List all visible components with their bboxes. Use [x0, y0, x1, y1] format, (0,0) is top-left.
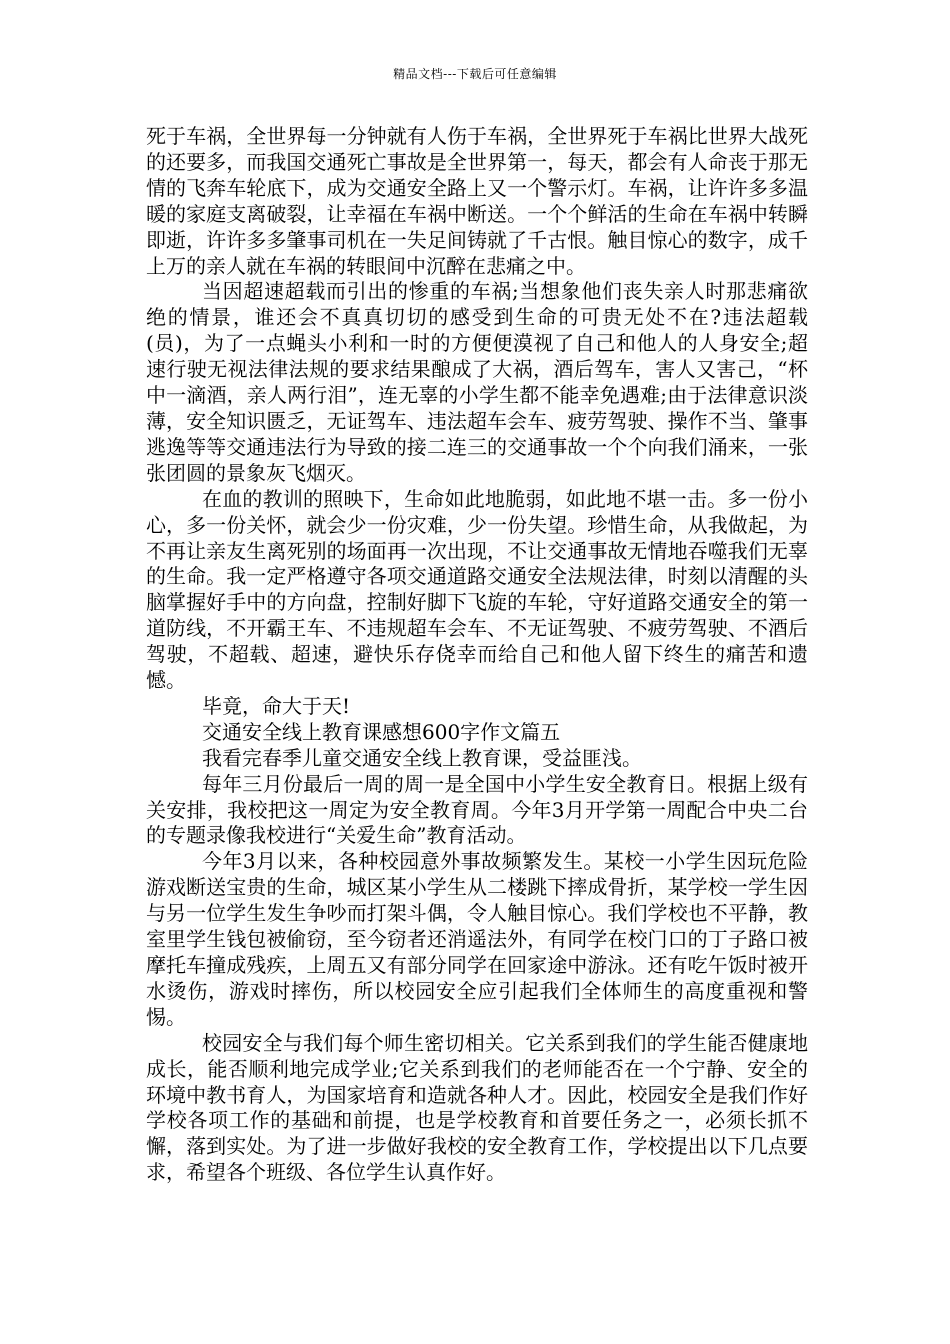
- section-title: 交通安全线上教育课感想600字作文篇五: [202, 719, 561, 744]
- paragraph-1: 死于车祸，全世界每一分钟就有人伤于车祸，全世界死于车祸比世界大战死的还要多，而我国交通死亡事故是全世界第一，每天，都会有人命丧于那无情的飞奔车轮底下，成为交通安全路上又一个警示灯。车祸，让许许多多温暖的家庭支离破裂，让幸福在车祸中断送。一个个鲜活的生命在车祸中转瞬即逝，许许多多肇事司机在一失足间铸就了千古恨。触目惊心的数字，成千上万的亲人就在车祸的转眼间中沉醉在悲痛之中。: [146, 124, 808, 278]
- paragraph-7: 每年三月份最后一周的周一是全国中小学生安全教育日。根据上级有关安排，我校把这一周定为安全教育周。今年3月开学第一周配合中央二台的专题录像我校进行“关爱生命”教育活动。: [146, 771, 808, 848]
- page-header: 精品文档---下载后可任意编辑: [393, 67, 557, 81]
- paragraph-8: 今年3月以来，各种校园意外事故频繁发生。某校一小学生因玩危险游戏断送宝贵的生命，城区某小学生从二楼跳下摔成骨折，某学校一学生因与另一位学生发生争吵而打架斗偶，令人触目惊心。我们学校也不平静，教室里学生钱包被偷窃，至今窃者还消遥法外，有同学在校门口的丁子路口被摩托车撞成残疾，上周五又有部分同学在回家途中游泳。还有吃午饭时被开水烫伤，游戏时摔伤，所以校园安全应引起我们全体师生的高度重视和警惕。: [146, 849, 808, 1029]
- document-body: [146, 124, 808, 1186]
- paragraph-6: 我看完春季儿童交通安全线上教育课，受益匪浅。: [202, 745, 642, 770]
- paragraph-2: 当因超速超载而引出的惨重的车祸;当想象他们丧失亲人时那悲痛欲绝的情景，谁还会不真真切切的感受到生命的可贵无处不在?违法超载(员)，为了一点蝇头小利和一时的方便便漠视了自己和他人的人身安全;超速行驶无视法律法规的要求结果酿成了大祸，酒后驾车，害人又害己，“杯中一滴酒，亲人两行泪”，连无辜的小学生都不能幸免遇难;由于法律意识淡薄，安全知识匮乏，无证驾车、违法超车会车、疲劳驾驶、操作不当、肇事逃逸等等交通违法行为导致的接二连三的交通事故一个个向我们涌来，一张张团圆的景象灰飞烟灭。: [146, 279, 808, 485]
- paragraph-4: 毕竟，命大于天!: [202, 693, 351, 718]
- paragraph-3: 在血的教训的照映下，生命如此地脆弱，如此地不堪一击。多一份小心，多一份关怀，就会少一份灾难，少一份失望。珍惜生命，从我做起，为不再让亲友生离死别的场面再一次出现，不让交通事故无情地吞噬我们无辜的生命。我一定严格遵守各项交通道路交通安全法规法律，时刻以清醒的头脑掌握好手中的方向盘，控制好脚下飞旋的车轮，守好道路交通安全的第一道防线，不开霸王车、不违规超车会车、不无证驾驶、不疲劳驾驶、不酒后驾驶，不超载、超速，避快乐存侥幸而给自己和他人留下终生的痛苦和遗憾。: [146, 486, 808, 693]
- paragraph-9: 校园安全与我们每个师生密切相关。它关系到我们的学生能否健康地成长，能否顺利地完成学业;它关系到我们的老师能否在一个宁静、安全的环境中教书育人，为国家培育和造就各种人才。因此，校园安全是我们作好学校各项工作的基础和前提，也是学校教育和首要任务之一，必须长抓不懈，落到实处。为了进一步做好我校的安全教育工作，学校提出以下几点要求，希望各个班级、各位学生认真作好。: [146, 1030, 808, 1185]
